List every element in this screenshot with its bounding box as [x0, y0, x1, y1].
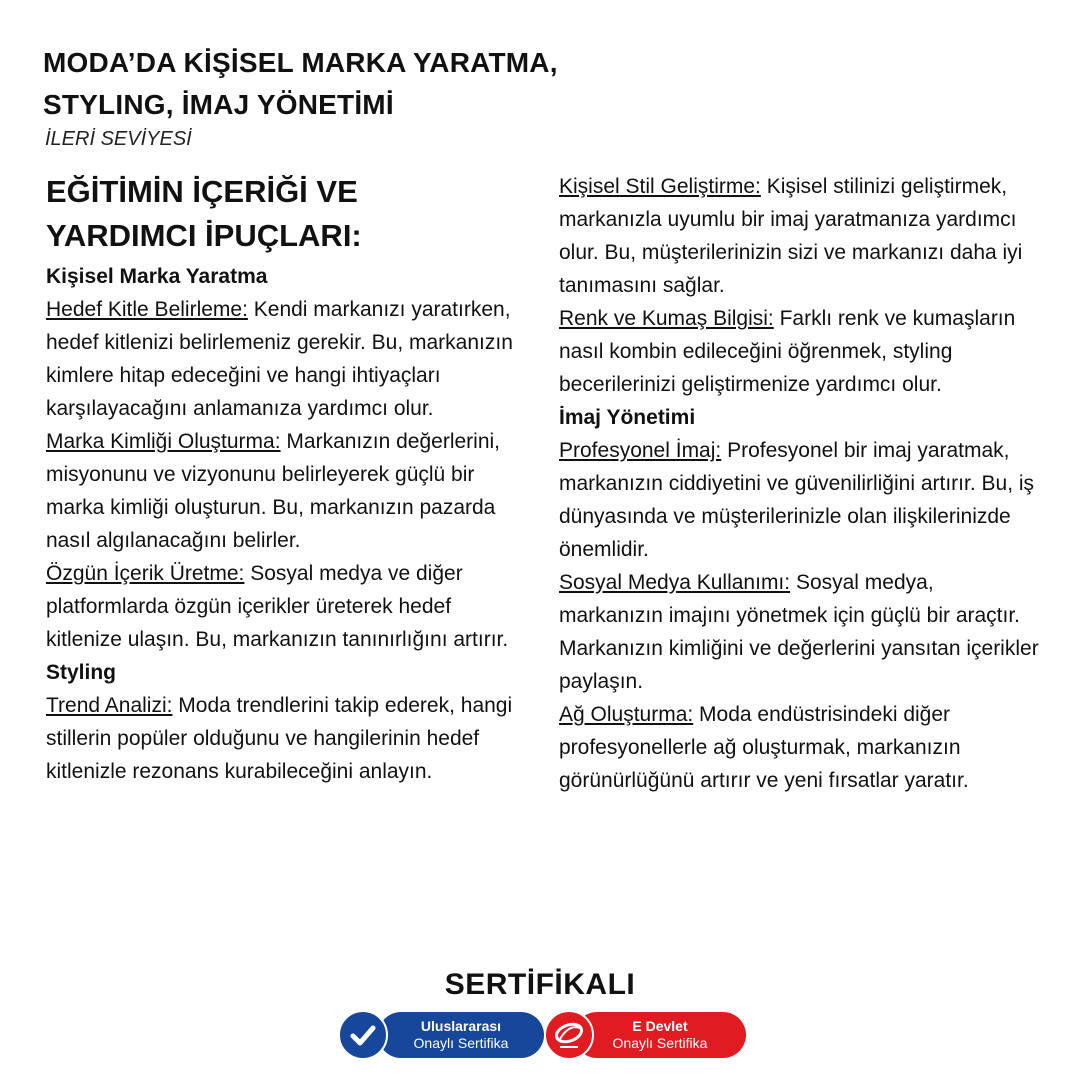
international-certificate-badge [338, 1010, 544, 1060]
item-label: Ağ Oluşturma: [559, 703, 694, 726]
title-line-1: MODA’DA KİŞİSEL MARKA YARATMA, [43, 47, 558, 78]
item-sosyal-medya [559, 566, 1039, 698]
item-label: Kişisel Stil Geliştirme: [559, 175, 761, 198]
badge-pill [574, 1012, 746, 1058]
item-label: Profesyonel İmaj: [559, 439, 722, 462]
item-text: Kişisel stilinizi geliştirmek, markanızla uyumlu bir imaj yaratmanıza yardımcı olur. Bu, müşterilerinizin sizi ve markanızı daha iyi tanımasını sağlar. [559, 175, 1023, 297]
section-title-imaj-yonetimi: İmaj Yönetimi [559, 406, 696, 429]
item-text: Farklı renk ve kumaşların nasıl kombin edileceğini öğrenmek, styling becerilerinizi geliştirmenize yardımcı olur. [559, 307, 1016, 396]
badge-line-2: Onaylı Sertifika [612, 1035, 708, 1051]
item-label: Renk ve Kumaş Bilgisi: [559, 307, 774, 330]
badge-line-1: Uluslararası [420, 1018, 502, 1034]
item-ozgun-icerik [46, 557, 526, 656]
item-renk-kumas [559, 302, 1039, 401]
heading-line-2: YARDIMCI İPUÇLARI: [46, 218, 362, 253]
item-text: Kendi markanızı yaratırken, hedef kitlenizi belirlemeniz gerekir. Bu, markanızın kimlere hitap edeceğini ve hangi ihtiyaçları karşılayacağını anlamanıza yardımcı olur. [46, 298, 513, 420]
right-column [559, 170, 1039, 797]
content-heading [46, 170, 526, 258]
item-label: Sosyal Medya Kullanımı: [559, 571, 791, 594]
item-trend-analizi [46, 689, 526, 788]
item-text: Profesyonel bir imaj yaratmak, markanızın ciddiyetini ve güvenilirliğini artırır. Bu, iş dünyasında ve müşterilerinizle olan ilişkilerinizde önemlidir. [559, 439, 1035, 561]
item-label: Hedef Kitle Belirleme: [46, 298, 248, 321]
item-label: Özgün İçerik Üretme: [46, 562, 245, 585]
checkmark-icon [338, 1010, 388, 1060]
section-title-styling: Styling [46, 661, 117, 684]
item-kisisel-stil [559, 170, 1039, 302]
section-title-kisisel-marka: Kişisel Marka Yaratma [46, 265, 268, 288]
item-text: Markanızın değerlerini, misyonunu ve vizyonunu belirleyerek güçlü bir marka kimliği oluşturun. Bu, markanızın pazarda nasıl algılanacağını belirler. [46, 430, 500, 552]
edevlet-certificate-badge [544, 1010, 746, 1060]
certificate-title: SERTİFİKALI [444, 968, 636, 1001]
left-column [46, 170, 526, 788]
edevlet-logo-icon [544, 1010, 594, 1060]
page-title [43, 42, 558, 126]
item-text: Moda endüstrisindeki diğer profesyonellerle ağ oluşturmak, markanızın görünürlüğünü artırır ve yeni fırsatlar yaratır. [559, 703, 969, 792]
item-text: Sosyal medya, markanızın imajını yönetmek için güçlü bir araçtır. Markanızın kimliğini ve değerlerini yansıtan içerikler paylaşın. [559, 571, 1039, 693]
item-text: Moda trendlerini takip ederek, hangi stillerin popüler olduğunu ve hangilerinin hedef kitlenizle rezonans kurabileceğini anlayın. [46, 694, 513, 783]
item-text: Sosyal medya ve diğer platformlarda özgün içerikler üreterek hedef kitlenize ulaşın. Bu, markanızın tanınırlığını artırır. [46, 562, 509, 651]
title-line-2: STYLING, İMAJ YÖNETİMİ [43, 89, 394, 120]
item-label: Trend Analizi: [46, 694, 173, 717]
level-label: İLERİ SEVİYESİ [45, 128, 192, 150]
item-hedef-kitle [46, 293, 526, 425]
badge-line-1: E Devlet [632, 1018, 688, 1034]
badge-line-2: Onaylı Sertifika [413, 1035, 509, 1051]
item-label: Marka Kimliği Oluşturma: [46, 430, 281, 453]
badge-pill [378, 1012, 544, 1058]
item-profesyonel-imaj [559, 434, 1039, 566]
item-marka-kimligi [46, 425, 526, 557]
heading-line-1: EĞİTİMİN İÇERİĞİ VE [46, 174, 358, 209]
item-ag-olusturma [559, 698, 1039, 797]
